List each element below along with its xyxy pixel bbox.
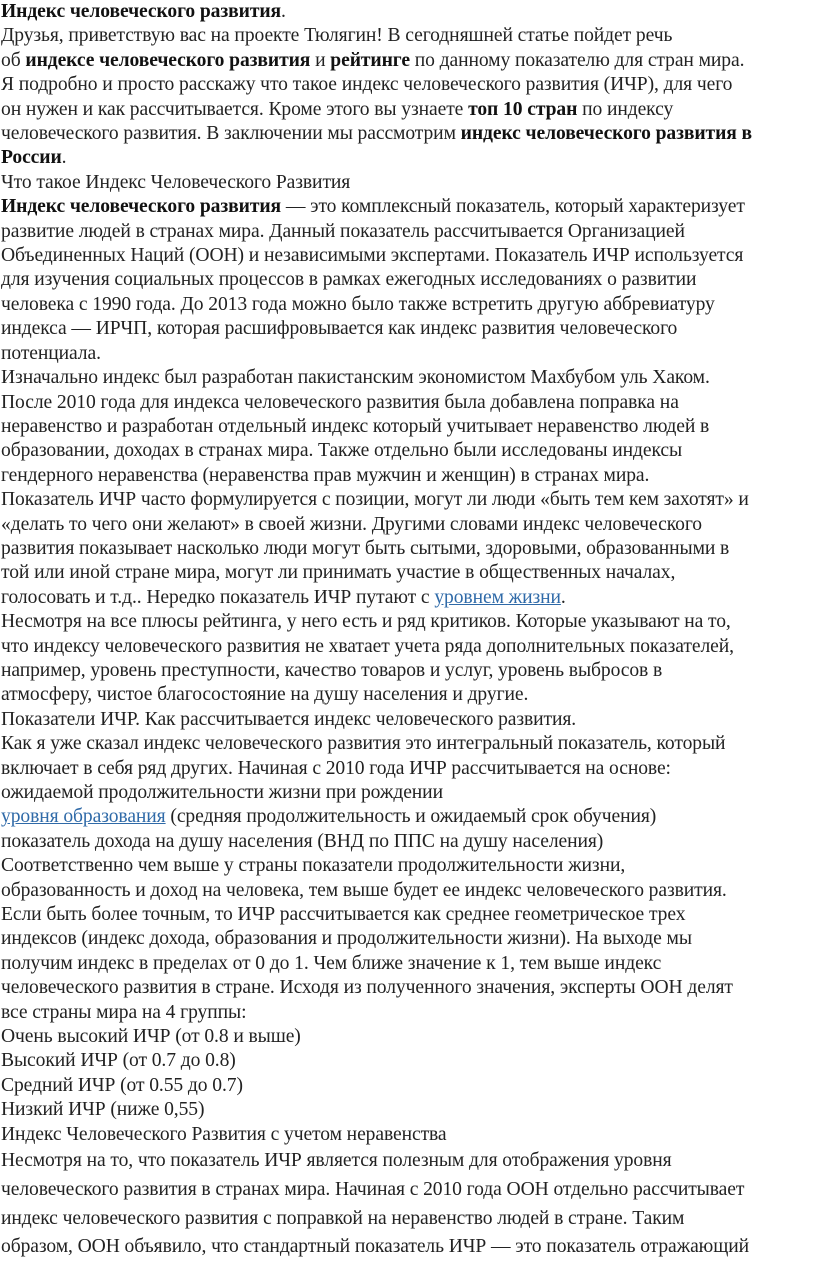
paragraph-line: Несмотря на все плюсы рейтинга, у него есть и ряд критиков. Которые указывают на то, — [1, 611, 731, 633]
paragraph-line: включает в себя ряд других. Начиная с 2010 года ИЧР рассчитывается на основе: — [1, 757, 671, 779]
intro-line: человеческого развития. В заключении мы рассмотрим индекс человеческого развития в — [1, 123, 753, 145]
section-heading-inequality: Индекс Человеческого Развития с учетом неравенства — [1, 1123, 447, 1145]
group-item: Высокий ИЧР (от 0.7 до 0.8) — [1, 1050, 236, 1072]
paragraph-line: например, уровень преступности, качество товаров и услуг, уровень выбросов в — [1, 659, 663, 681]
paragraph-line: что индексу человеческого развития не хватает учета ряда дополнительных показателей, — [1, 635, 734, 657]
paragraph-line: образом, ООН объявило, что стандартный показатель ИЧР — это показатель отражающий — [1, 1236, 749, 1258]
list-item: показатель дохода на душу населения (ВНД по ППС на душу населения) — [1, 830, 604, 852]
group-item: Очень высокий ИЧР (от 0.8 и выше) — [1, 1026, 301, 1048]
paragraph-line: развитие людей в странах мира. Данный показатель рассчитывается Организацией — [1, 220, 685, 242]
paragraph-line: развития показывает насколько люди могут быть сытыми, здоровыми, образованными в — [1, 537, 730, 559]
paragraph-line: атмосферу, чистое благосостояние на душу населения и другие. — [1, 684, 529, 706]
paragraph-line: неравенство и разработан отдельный индекс который учитывает неравенство людей в — [1, 415, 710, 437]
paragraph-line: Изначально индекс был разработан пакистанским экономистом Махбубом уль Хаком. — [1, 367, 710, 389]
paragraph-line: индекс человеческого развития с поправкой на неравенство людей в стране. Таким — [1, 1207, 685, 1229]
intro-title-line: Индекс человеческого развития. — [1, 1, 286, 22]
section-heading-calc: Показатели ИЧР. Как рассчитывается индекс человеческого развития. — [1, 708, 577, 730]
paragraph-line: «делать то чего они желают» в своей жизни. Другими словами индекс человеческого — [1, 513, 702, 535]
paragraph-line: той или иной стране мира, могут ли принимать участие в общественных началах, — [1, 562, 676, 584]
paragraph-line: индексов (индекс дохода, образования и продолжительности жизни). На выходе мы — [1, 928, 692, 950]
paragraph-line: человеческого развития в странах мира. Начиная с 2010 года ООН отдельно рассчитывает — [1, 1178, 745, 1200]
link-education-level[interactable]: уровня образования — [1, 806, 166, 828]
paragraph-line: Несмотря на то, что показатель ИЧР является полезным для отображения уровня — [1, 1150, 672, 1172]
paragraph-line: индекса — ИРЧП, которая расшифровывается как индекс развития человеческого — [1, 318, 678, 340]
paragraph-line: Если быть более точным, то ИЧР рассчитывается как среднее геометрическое трех — [1, 904, 686, 926]
paragraph-line: Индекс человеческого развития — это комплексный показатель, который характеризует — [1, 196, 745, 218]
paragraph-line: гендерного неравенства (неравенства прав мужчин и женщин) в странах мира. — [1, 464, 650, 486]
paragraph-line: получим индекс в пределах от 0 до 1. Чем ближе значение к 1, тем выше индекс — [1, 952, 662, 974]
group-item: Низкий ИЧР (ниже 0,55) — [1, 1099, 205, 1121]
paragraph-line: все страны мира на 4 группы: — [1, 1001, 247, 1023]
paragraph-line: потенциала. — [1, 342, 101, 364]
paragraph-line: Объединенных Наций (ООН) и независимыми экспертами. Показатель ИЧР используется — [1, 245, 744, 267]
intro-line: об индексе человеческого развития и рейтинге по данному показателю для стран мира. — [1, 49, 745, 71]
article-title: Индекс человеческого развития — [1, 1, 282, 22]
paragraph-line: человека с 1990 года. До 2013 года можно было также встретить другую аббревиатуру — [1, 293, 715, 315]
list-item: уровня образования (средняя продолжительность и ожидаемый срок обучения) — [1, 806, 657, 828]
paragraph-line: Соответственно чем выше у страны показатели продолжительности жизни, — [1, 855, 626, 877]
paragraph-line: Показатель ИЧР часто формулируется с позиции, могут ли люди «быть тем кем захотят» и — [1, 489, 749, 511]
section-heading-what-is: Что такое Индекс Человеческого Развития — [1, 171, 351, 193]
intro-line: он нужен и как рассчитывается. Кроме этого вы узнаете топ 10 стран по индексу — [1, 98, 674, 120]
link-living-standard[interactable]: уровнем жизни — [434, 586, 561, 608]
paragraph-line: человеческого развития в стране. Исходя из полученного значения, эксперты ООН делят — [1, 977, 733, 999]
paragraph-line: После 2010 года для индекса человеческого развития была добавлена поправка на — [1, 391, 679, 413]
intro-line: Я подробно и просто расскажу что такое индекс человеческого развития (ИЧР), для чего — [1, 74, 733, 96]
group-item: Средний ИЧР (от 0.55 до 0.7) — [1, 1074, 243, 1096]
intro-line: России. — [1, 147, 67, 169]
paragraph-line: образованность и доход на человека, тем выше будет ее индекс человеческого развития. — [1, 879, 727, 901]
paragraph-line: Как я уже сказал индекс человеческого развития это интегральный показатель, который — [1, 733, 726, 755]
paragraph-line: для изучения социальных процессов в рамках ежегодных исследованиях о развитии — [1, 269, 697, 291]
paragraph-line: голосовать и т.д.. Нередко показатель ИЧР путают с уровнем жизни. — [1, 586, 566, 608]
intro-line: Друзья, приветствую вас на проекте Тюлягин! В сегодняшней статье пойдет речь — [1, 25, 673, 47]
list-item: ожидаемой продолжительности жизни при рождении — [1, 782, 443, 803]
paragraph-line: образовании, доходах в странах мира. Также отдельно были исследованы индексы — [1, 440, 683, 462]
